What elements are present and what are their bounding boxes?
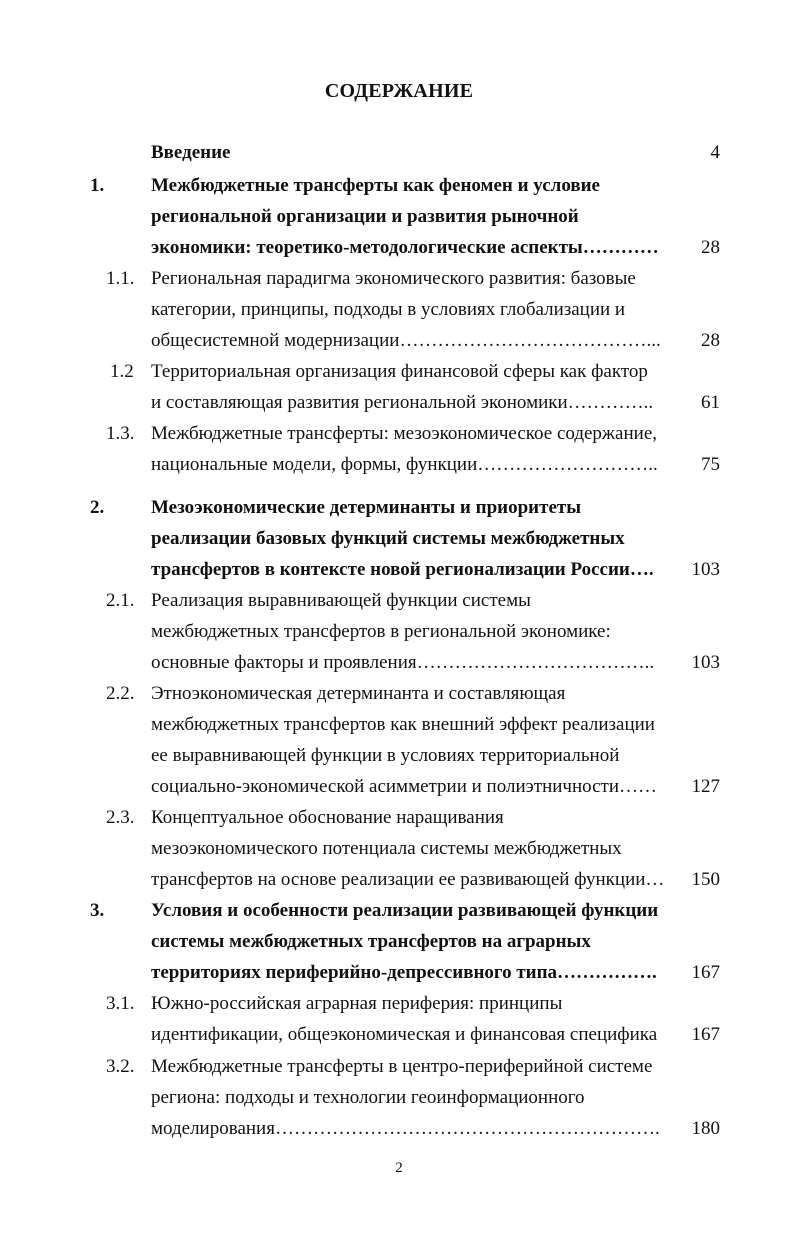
- toc-entry-title: [151, 170, 677, 263]
- toc-entry: [0, 356, 798, 418]
- toc-entry-text-line: региональной организации и развития рыночной: [151, 206, 579, 227]
- toc-entry-number: 1.: [90, 175, 105, 196]
- toc-entry-number: 1.1.: [106, 268, 135, 289]
- toc-entry-text-line: Реализация выравнивающей функции системы: [151, 590, 531, 611]
- toc-entry-title: [151, 1051, 677, 1144]
- toc-entry-text-line: основные факторы и проявления………………………………..: [151, 652, 655, 673]
- toc-entry-title: [151, 988, 677, 1050]
- toc-entry-text-line: и составляющая развития региональной экономики…………..: [151, 392, 654, 413]
- toc-entry-text-line: Межбюджетные трансферты как феномен и условие: [151, 175, 600, 196]
- toc-entry-number: 2.: [90, 497, 105, 518]
- toc-entry-number: 3.: [90, 900, 105, 921]
- toc-entry-number: 1.2: [110, 361, 134, 382]
- toc-entry-text-line: Концептуальное обоснование наращивания: [151, 807, 504, 828]
- toc-entry-page: 167: [691, 1024, 720, 1045]
- toc-entry-page: 4: [710, 142, 720, 163]
- toc-entry-number: 1.3.: [106, 423, 135, 444]
- toc-entry-number: 2.3.: [106, 807, 135, 828]
- toc-entry-page: 180: [691, 1118, 720, 1139]
- toc-entry-title: [151, 492, 677, 585]
- toc-entry-text-line: национальные модели, формы, функции………………………..: [151, 454, 658, 475]
- toc-entry: [0, 678, 798, 802]
- toc-entry-text-line: Условия и особенности реализации развивающей функции: [151, 900, 659, 921]
- toc-entry-text-line: Территориальная организация финансовой сферы как фактор: [151, 361, 648, 382]
- toc-entry: [0, 585, 798, 678]
- toc-entry-text-line: идентификации, общеэкономическая и финансовая специфика: [151, 1024, 658, 1045]
- toc-entry-text-line: социально-экономической асимметрии и полиэтничности……: [151, 776, 658, 797]
- toc-entry-text-line: территориях периферийно-депрессивного типа…………….: [151, 962, 657, 983]
- toc-entry-text-line: моделирования…………………………………………………….: [151, 1118, 660, 1139]
- toc-entry-text-line: мезоэкономического потенциала системы межбюджетных: [151, 838, 622, 859]
- toc-entry-text-line: системы межбюджетных трансфертов на аграрных: [151, 931, 591, 952]
- toc-entry-title: [151, 263, 677, 356]
- toc-entry-page: 103: [691, 559, 720, 580]
- toc-entry-text-line: Межбюджетные трансферты: мезоэкономическое содержание,: [151, 423, 658, 444]
- toc-entry-text-line: трансфертов в контексте новой регионализации России….: [151, 559, 654, 580]
- toc-entry-number: 3.1.: [106, 993, 135, 1014]
- toc-entry: [0, 418, 798, 480]
- toc-entry-text-line: Южно-российская аграрная периферия: принципы: [151, 993, 563, 1014]
- toc-entry-text-line: трансфертов на основе реализации ее развивающей функции…: [151, 869, 665, 890]
- toc-entry: [0, 802, 798, 895]
- toc-entry-number: 2.2.: [106, 683, 135, 704]
- toc-entry: [0, 170, 798, 263]
- toc-entry-title: [151, 137, 677, 168]
- toc-entry-text-line: Этноэкономическая детерминанта и составляющая: [151, 683, 566, 704]
- toc-entry-page: 167: [691, 962, 720, 983]
- toc-entry-text-line: межбюджетных трансфертов в региональной экономике:: [151, 621, 611, 642]
- toc-entry-text-line: Региональная парадигма экономического развития: базовые: [151, 268, 636, 289]
- toc-entry: [0, 895, 798, 988]
- toc-entry: [0, 492, 798, 585]
- toc-entry-page: 103: [691, 652, 720, 673]
- page-number: 2: [395, 1160, 403, 1176]
- toc-entry-page: 150: [691, 869, 720, 890]
- toc-entry-page: 75: [701, 454, 720, 475]
- toc-entry-text-line: категории, принципы, подходы в условиях глобализации и: [151, 299, 626, 320]
- toc-entry-text-line: реализации базовых функций системы межбюджетных: [151, 528, 625, 549]
- toc-entry-text-line: Введение: [151, 142, 231, 163]
- toc-entry: [0, 137, 798, 168]
- toc-entry-page: 127: [691, 776, 720, 797]
- toc-entry-text-line: ее выравнивающей функции в условиях территориальной: [151, 745, 620, 766]
- toc-entry: [0, 1051, 798, 1144]
- toc-entry-title: [151, 418, 677, 480]
- toc-entry-page: 28: [701, 330, 720, 351]
- toc-entry-title: [151, 585, 677, 678]
- toc-entry-title: [151, 895, 677, 988]
- toc-entry-title: [151, 356, 677, 418]
- toc-entry-text-line: межбюджетных трансфертов как внешний эффект реализации: [151, 714, 655, 735]
- toc-entry-page: 28: [701, 237, 720, 258]
- page-title: СОДЕРЖАНИЕ: [324, 80, 474, 102]
- toc-entry-number: 2.1.: [106, 590, 135, 611]
- toc-entry-title: [151, 678, 677, 802]
- toc-entry-title: [151, 802, 677, 895]
- toc-entry-page: 61: [701, 392, 720, 413]
- toc-entry-text-line: региона: подходы и технологии геоинформационного: [151, 1087, 585, 1108]
- toc-entry-text-line: общесистемной модернизации…………………………………...: [151, 330, 661, 351]
- toc-entry: [0, 263, 798, 356]
- toc-entry-number: 3.2.: [106, 1056, 135, 1077]
- toc-entry-text-line: Мезоэкономические детерминанты и приоритеты: [151, 497, 582, 518]
- toc-entry-text-line: Межбюджетные трансферты в центро-периферийной системе: [151, 1056, 653, 1077]
- toc-entry-text-line: экономики: теоретико-методологические аспекты…………: [151, 237, 659, 258]
- toc-entry: [0, 988, 798, 1050]
